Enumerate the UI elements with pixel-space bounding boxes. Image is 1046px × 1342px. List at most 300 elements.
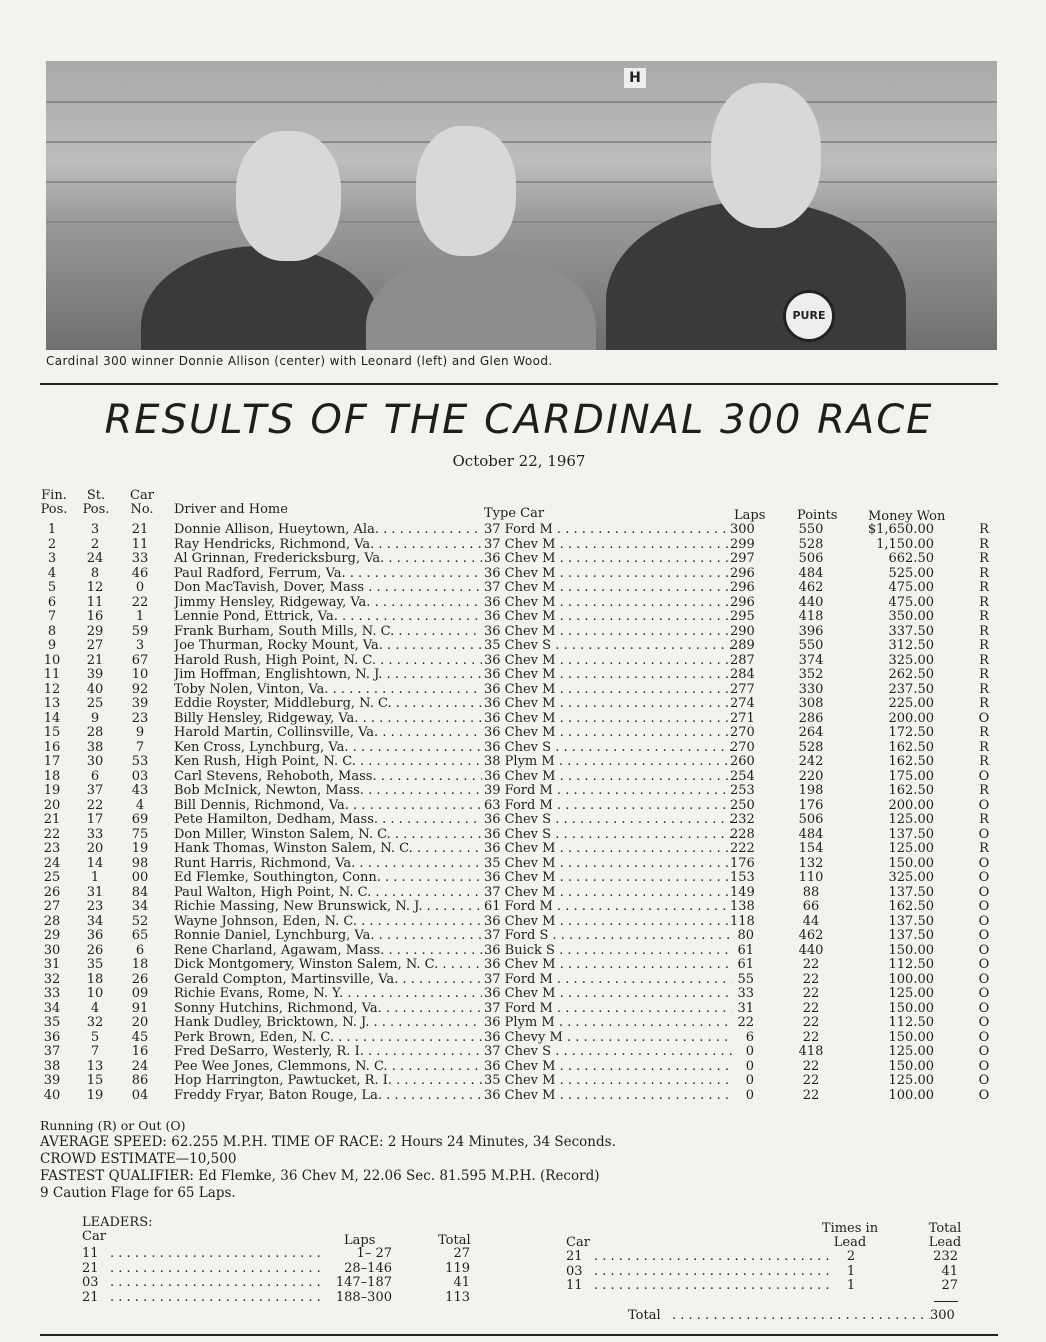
average-speed: AVERAGE SPEED: 62.255 M.P.H. TIME OF RACE: 2 Hours 24 Minutes, 34 Seconds.: [40, 1134, 616, 1150]
table-row: [0, 581, 1046, 596]
start-pos: 33: [86, 826, 104, 842]
start-pos: 40: [86, 681, 104, 697]
start-pos: 28: [86, 725, 104, 740]
header-money: Money Won: [868, 509, 946, 524]
money-won: 150.00: [888, 855, 934, 871]
laps: 250: [730, 797, 755, 813]
fastest-qualifier: FASTEST QUALIFIER: Ed Flemke, 36 Chev M, 22.06 Sec. 81.595 M.P.H. (Record): [40, 1168, 600, 1184]
car-number: 91: [131, 1000, 149, 1016]
laps: 287: [730, 652, 755, 668]
car-number: 84: [131, 884, 149, 900]
fin-pos: 18: [43, 768, 61, 784]
fin-pos: 34: [43, 1000, 61, 1016]
fin-pos: 2: [47, 536, 57, 552]
car-type: 39 Ford M . . .: [484, 784, 732, 799]
car-type: 36 Chev M . . .: [484, 596, 732, 611]
points: 462: [798, 580, 824, 595]
start-pos: 39: [86, 667, 104, 682]
car-type: 36 Chev M . . .: [484, 726, 732, 741]
table-row: [0, 1045, 1046, 1060]
start-pos: 16: [86, 609, 104, 624]
table-row: [0, 973, 1046, 988]
fin-pos: 28: [43, 913, 61, 929]
running-status: R: [979, 638, 989, 653]
points: 528: [798, 536, 824, 552]
running-status: O: [978, 957, 990, 972]
start-pos: 13: [86, 1058, 104, 1074]
start-pos: 5: [90, 1029, 100, 1045]
driver-home: Eddie Royster, Middleburg, N. C. . . .: [174, 697, 482, 712]
car-number: 45: [131, 1029, 149, 1045]
points: 418: [798, 609, 824, 624]
points: 22: [802, 1058, 820, 1074]
car-type: 36 Chev M . . .: [484, 770, 732, 785]
driver-home: Gerald Compton, Martinsville, Va. . . .: [174, 973, 482, 988]
start-pos: 34: [86, 913, 104, 929]
money-won: 137.50: [888, 884, 934, 900]
header-fin-line1: Fin.: [41, 488, 67, 503]
race-date: October 22, 1967: [452, 452, 586, 470]
money-won: 137.50: [888, 913, 934, 929]
running-status: O: [978, 826, 990, 842]
leader-dots: [110, 1262, 326, 1276]
leader-car: 11: [82, 1246, 99, 1261]
laps: 0: [745, 1087, 754, 1103]
table-row: [0, 567, 1046, 582]
fin-pos: 39: [43, 1073, 61, 1088]
driver-home: Bob McInick, Newton, Mass. . . .: [174, 784, 482, 799]
table-row: [0, 639, 1046, 654]
start-pos: 20: [86, 841, 104, 856]
points: 22: [802, 957, 820, 972]
running-status: O: [978, 1044, 990, 1059]
driver-home: Don MacTavish, Dover, Mass . . .: [174, 581, 482, 596]
car-type: 37 Ford M . . .: [484, 1002, 732, 1017]
start-pos: 9: [90, 710, 100, 726]
leaders-label: LEADERS:: [82, 1215, 153, 1230]
leader-laps: 1– 27: [356, 1246, 392, 1261]
car-type: 36 Chev M . . .: [484, 987, 732, 1002]
car-type: 37 Chev M . . .: [484, 581, 732, 596]
summary-total: 27: [941, 1278, 958, 1293]
points: 44: [802, 913, 820, 929]
laps: 295: [730, 609, 755, 624]
pure-badge: PURE: [783, 290, 835, 342]
fin-pos: 9: [47, 638, 57, 653]
car-type: 36 Chev M . . .: [484, 668, 732, 683]
car-type: 36 Chev S . . .: [484, 813, 732, 828]
table-row: [0, 610, 1046, 625]
driver-home: Ken Rush, High Point, N. C. . . .: [174, 755, 482, 770]
summary-dots: [594, 1265, 834, 1279]
car-number: 6: [135, 942, 145, 958]
car-number: 33: [131, 551, 149, 566]
table-row: [0, 1002, 1046, 1017]
car-number: 53: [131, 754, 149, 769]
fin-pos: 4: [47, 565, 57, 581]
header-car-line2: No.: [130, 502, 154, 517]
laps: 253: [730, 783, 755, 798]
table-row: [0, 741, 1046, 756]
fin-pos: 38: [43, 1058, 61, 1074]
running-status: R: [979, 841, 989, 856]
start-pos: 35: [86, 957, 104, 972]
money-won: 125.00: [888, 986, 934, 1001]
table-row: [0, 755, 1046, 770]
summary-dots: [594, 1250, 834, 1264]
car-type: 36 Chevy M . . .: [484, 1031, 732, 1046]
running-status: O: [978, 1073, 990, 1088]
fin-pos: 1: [47, 522, 57, 537]
fin-pos: 24: [43, 855, 61, 871]
running-status: O: [978, 884, 990, 900]
money-won: 225.00: [888, 696, 934, 711]
money-won: 137.50: [888, 928, 934, 943]
driver-home: Billy Hensley, Ridgeway, Va. . . .: [174, 712, 482, 727]
car-number: 10: [131, 667, 149, 682]
leaders-total-header: Total: [438, 1233, 471, 1248]
table-row: [0, 697, 1046, 712]
laps: 149: [730, 884, 755, 900]
start-pos: 26: [86, 942, 104, 958]
driver-home: Richie Massing, New Brunswick, N. J. . . .: [174, 900, 482, 915]
driver-home: Al Grinnan, Fredericksburg, Va. . . .: [174, 552, 482, 567]
person-center-body: [366, 251, 596, 350]
driver-home: Jimmy Hensley, Ridgeway, Va. . . .: [174, 596, 482, 611]
summary-total-leader-dots: [672, 1309, 930, 1323]
grandstand-line: [46, 101, 997, 103]
header-fin-pos: [40, 489, 68, 517]
fin-pos: 10: [43, 652, 61, 668]
running-status: R: [979, 551, 989, 566]
money-won: 475.00: [888, 580, 934, 595]
running-status: O: [978, 1087, 990, 1103]
car-number: 4: [135, 797, 145, 813]
car-type: 35 Chev M . . .: [484, 1074, 732, 1089]
fin-pos: 21: [43, 812, 61, 827]
driver-home: Lennie Pond, Ettrick, Va. . . .: [174, 610, 482, 625]
running-status: O: [978, 1000, 990, 1016]
driver-home: Ed Flemke, Southington, Conn. . . .: [174, 871, 482, 886]
running-status: R: [979, 609, 989, 624]
start-pos: 19: [86, 1087, 104, 1103]
money-won: 150.00: [888, 1029, 934, 1045]
running-status: R: [979, 536, 989, 552]
money-won: 137.50: [888, 826, 934, 842]
car-number: 19: [131, 841, 149, 856]
start-pos: 8: [90, 565, 100, 581]
running-status: O: [978, 942, 990, 958]
header-laps: Laps: [734, 508, 766, 523]
laps: 138: [730, 899, 755, 914]
table-row: [0, 987, 1046, 1002]
driver-home: Fred DeSarro, Westerly, R. I. . . .: [174, 1045, 482, 1060]
car-number: 7: [135, 739, 145, 755]
start-pos: 29: [86, 623, 104, 639]
money-won: 112.50: [888, 1015, 934, 1030]
start-pos: 6: [90, 768, 100, 784]
points: 506: [798, 812, 824, 827]
start-pos: 23: [86, 899, 104, 914]
fin-pos: 32: [43, 971, 61, 987]
start-pos: 37: [86, 783, 104, 798]
driver-home: Richie Evans, Rome, N. Y. . . .: [174, 987, 482, 1002]
money-won: 162.50: [888, 739, 934, 755]
running-status: O: [978, 797, 990, 813]
money-won: 312.50: [888, 638, 934, 653]
start-pos: 22: [86, 797, 104, 813]
points: 22: [802, 1029, 820, 1045]
money-won: 350.00: [888, 609, 934, 624]
start-pos: 7: [90, 1044, 100, 1059]
laps: 296: [730, 565, 755, 581]
car-type: 37 Chev M . . .: [484, 886, 732, 901]
car-number: 59: [131, 623, 149, 639]
start-pos: 11: [86, 594, 104, 610]
money-won: 150.00: [888, 942, 934, 958]
table-row: [0, 770, 1046, 785]
header-st-line2: Pos.: [82, 502, 110, 517]
fin-pos: 33: [43, 986, 61, 1001]
driver-home: Runt Harris, Richmond, Va. . . .: [174, 857, 482, 872]
leader-total: 119: [445, 1260, 470, 1276]
running-legend: Running (R) or Out (O): [40, 1118, 186, 1133]
table-row: [0, 668, 1046, 683]
car-type: 37 Ford S . . .: [484, 929, 732, 944]
points: 286: [798, 710, 824, 726]
running-status: R: [979, 783, 989, 798]
table-row: [0, 552, 1046, 567]
laps: 22: [737, 1015, 754, 1030]
car-type: 36 Chev M . . .: [484, 683, 732, 698]
points: 550: [798, 638, 824, 653]
running-status: O: [978, 855, 990, 871]
start-pos: 27: [86, 638, 104, 653]
leader-total: 27: [453, 1246, 470, 1261]
laps: 31: [737, 1000, 754, 1016]
laps: 153: [730, 870, 755, 885]
car-number: 09: [131, 986, 149, 1001]
running-status: O: [978, 899, 990, 914]
leader-laps: 28–146: [344, 1260, 392, 1276]
divider: [40, 383, 998, 385]
leader-laps: 188–300: [335, 1289, 392, 1305]
driver-home: Pee Wee Jones, Clemmons, N. C. . . .: [174, 1060, 482, 1075]
laps: 297: [730, 551, 755, 566]
car-number: 21: [131, 522, 149, 537]
money-won: 262.50: [888, 667, 934, 682]
driver-home: Rene Charland, Agawam, Mass. . . .: [174, 944, 482, 959]
driver-home: Pete Hamilton, Dedham, Mass. . . .: [174, 813, 482, 828]
driver-home: Don Miller, Winston Salem, N. C. . . .: [174, 828, 482, 843]
laps: 296: [730, 580, 755, 595]
points: 110: [798, 870, 824, 885]
points: 220: [798, 768, 824, 784]
car-type: 36 Chev S . . .: [484, 741, 732, 756]
summary-times: 2: [846, 1249, 856, 1264]
start-pos: 36: [86, 928, 104, 943]
laps: 0: [745, 1044, 754, 1059]
laps: 232: [730, 812, 755, 827]
table-row: [0, 1089, 1046, 1104]
driver-home: Freddy Fryar, Baton Rouge, La. . . .: [174, 1089, 482, 1104]
points: 440: [798, 594, 824, 610]
laps: 270: [730, 725, 755, 740]
driver-home: Toby Nolen, Vinton, Va. . . .: [174, 683, 482, 698]
leader-car: 21: [82, 1260, 99, 1276]
money-won: 112.50: [888, 957, 934, 972]
laps: 61: [737, 942, 754, 958]
driver-home: Harold Martin, Collinsville, Va. . . .: [174, 726, 482, 741]
points: 264: [798, 725, 824, 740]
money-won: 525.00: [888, 565, 934, 581]
leader-total: 41: [453, 1275, 470, 1290]
table-row: [0, 857, 1046, 872]
start-pos: 24: [86, 551, 104, 566]
running-status: O: [978, 1058, 990, 1074]
points: 22: [802, 986, 820, 1001]
leader-car: 03: [82, 1275, 99, 1290]
laps: 271: [730, 710, 755, 726]
car-type: 36 Buick S . . .: [484, 944, 732, 959]
leaders-laps-header: Laps: [344, 1233, 376, 1248]
car-number: 23: [131, 710, 149, 726]
caution-flags: 9 Caution Flage for 65 Laps.: [40, 1185, 236, 1201]
car-number: 20: [131, 1015, 149, 1030]
laps: 270: [730, 739, 755, 755]
driver-home: Perk Brown, Eden, N. C. . . .: [174, 1031, 482, 1046]
car-number: 0: [135, 580, 145, 595]
table-row: [0, 654, 1046, 669]
summary-times-header: [810, 1222, 890, 1250]
car-number: 11: [131, 536, 149, 552]
driver-home: Ken Cross, Lynchburg, Va. . . .: [174, 741, 482, 756]
running-status: R: [979, 623, 989, 639]
table-row: [0, 784, 1046, 799]
divider: [40, 1334, 998, 1336]
driver-home: Paul Radford, Ferrum, Va. . . .: [174, 567, 482, 582]
car-number: 98: [131, 855, 149, 871]
car-type: 37 Ford M . . .: [484, 523, 732, 538]
start-pos: 25: [86, 696, 104, 711]
points: 462: [798, 928, 824, 943]
fin-pos: 11: [43, 667, 61, 682]
money-won: 337.50: [888, 623, 934, 639]
money-won: 237.50: [888, 681, 934, 697]
table-row: [0, 523, 1046, 538]
driver-home: Hank Dudley, Bricktown, N. J. . . .: [174, 1016, 482, 1031]
grandstand-line: [46, 141, 997, 143]
summary-total-line1: Total: [928, 1221, 962, 1236]
running-status: R: [979, 739, 989, 755]
car-number: 39: [131, 696, 149, 711]
start-pos: 12: [86, 580, 104, 595]
driver-home: Bill Dennis, Richmond, Va. . . .: [174, 799, 482, 814]
summary-car-header: Car: [566, 1235, 590, 1250]
car-number: 75: [131, 826, 149, 842]
table-row: [0, 842, 1046, 857]
car-number: 52: [131, 913, 149, 929]
leader-dots: [110, 1276, 326, 1290]
table-row: [0, 683, 1046, 698]
fin-pos: 22: [43, 826, 61, 842]
driver-home: Jim Hoffman, Englishtown, N. J. . . .: [174, 668, 482, 683]
car-number: 16: [131, 1044, 149, 1059]
points: 22: [802, 971, 820, 987]
table-row: [0, 1016, 1046, 1031]
running-status: R: [979, 565, 989, 581]
summary-dots: [594, 1279, 834, 1293]
car-number: 86: [131, 1073, 149, 1088]
points: 242: [798, 754, 824, 769]
money-won: $1,650.00: [867, 522, 934, 537]
photo-caption: Cardinal 300 winner Donnie Allison (center) with Leonard (left) and Glen Wood.: [46, 354, 553, 368]
driver-home: Ray Hendricks, Richmond, Va. . . .: [174, 538, 482, 553]
car-type: 38 Plym M . . .: [484, 755, 732, 770]
start-pos: 1: [90, 870, 100, 885]
fin-pos: 23: [43, 841, 61, 856]
laps: 228: [730, 826, 755, 842]
table-row: [0, 799, 1046, 814]
driver-home: Joe Thurman, Rocky Mount, Va. . . .: [174, 639, 482, 654]
points: 396: [798, 623, 824, 639]
car-type: 36 Chev M . . .: [484, 1060, 732, 1075]
table-row: [0, 712, 1046, 727]
money-won: 475.00: [888, 594, 934, 610]
start-pos: 10: [86, 986, 104, 1001]
running-status: R: [979, 725, 989, 740]
laps: 222: [730, 841, 755, 856]
driver-home: Ronnie Daniel, Lynchburg, Va. . . .: [174, 929, 482, 944]
points: 374: [798, 652, 824, 668]
running-status: R: [979, 652, 989, 668]
header-points: Points: [797, 508, 838, 523]
laps: 61: [737, 957, 754, 972]
laps: 300: [730, 522, 755, 537]
running-status: O: [978, 913, 990, 929]
car-type: 36 Chev M . . .: [484, 610, 732, 625]
fin-pos: 25: [43, 870, 61, 885]
points: 440: [798, 942, 824, 958]
table-row: [0, 596, 1046, 611]
summary-car: 21: [566, 1249, 583, 1264]
fin-pos: 6: [47, 594, 57, 610]
money-won: 100.00: [888, 1087, 934, 1103]
running-status: R: [979, 681, 989, 697]
points: 506: [798, 551, 824, 566]
fin-pos: 31: [43, 957, 61, 972]
summary-total-value: 300: [930, 1308, 955, 1323]
points: 484: [798, 826, 824, 842]
laps: 80: [737, 928, 754, 943]
start-pos: 14: [86, 855, 104, 871]
car-type: 36 Chev M . . .: [484, 567, 732, 582]
driver-home: Frank Burham, South Mills, N. C. . . .: [174, 625, 482, 640]
car-number: 24: [131, 1058, 149, 1074]
table-row: [0, 828, 1046, 843]
running-status: R: [979, 522, 989, 537]
driver-home: Paul Walton, High Point, N. C. . . .: [174, 886, 482, 901]
driver-home: Donnie Allison, Hueytown, Ala. . . .: [174, 523, 482, 538]
leader-dots: [110, 1247, 326, 1261]
laps: 290: [730, 623, 755, 639]
car-type: 61 Ford M . . .: [484, 900, 732, 915]
running-status: R: [979, 594, 989, 610]
car-type: 36 Chev M . . .: [484, 552, 732, 567]
laps: 55: [737, 971, 754, 987]
laps: 0: [745, 1058, 754, 1074]
car-type: 35 Chev M . . .: [484, 857, 732, 872]
